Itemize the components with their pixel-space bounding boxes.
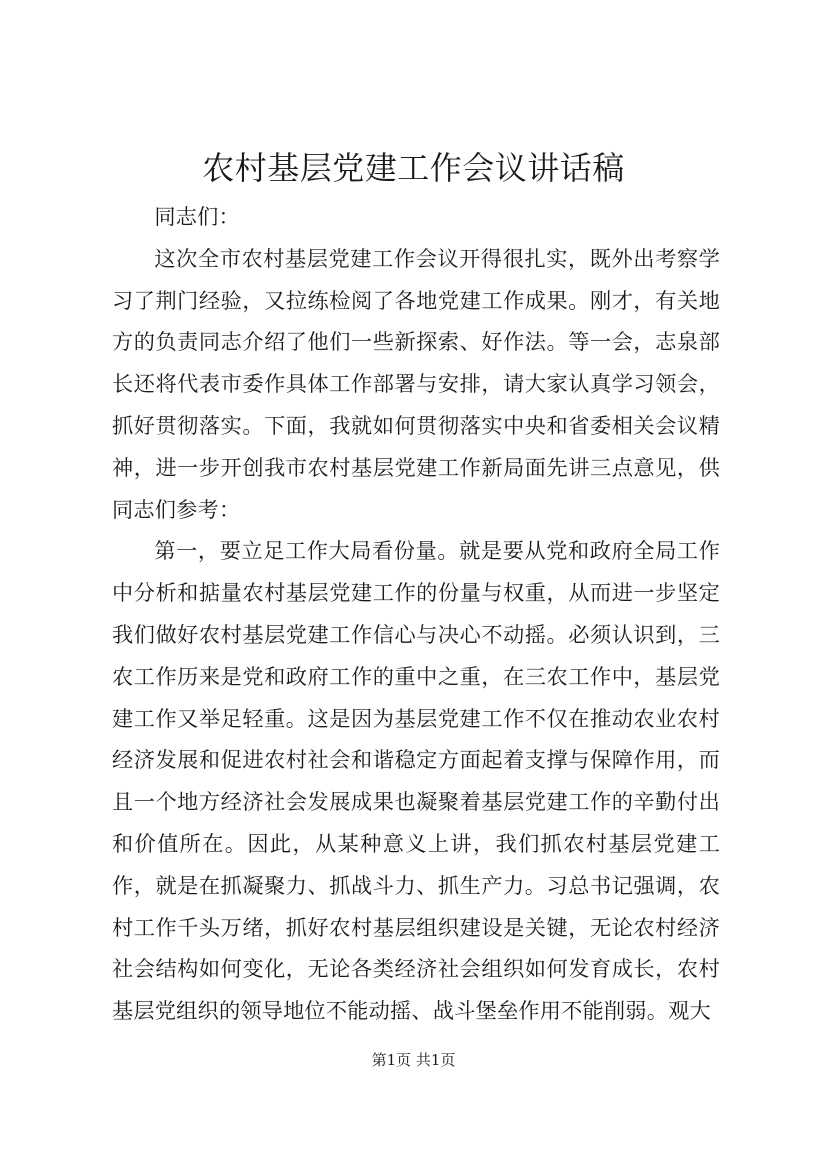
paragraph-intro: 这次全市农村基层党建工作会议开得很扎实，既外出考察学习了荆门经验，又拉练检阅了各地党建工作成果。刚才，有关地方的负责同志介绍了他们一些新探索、好作法。等一会，志泉部长还将代表市委作具体工作部署与安排，请大家认真学习领会，抓好贯彻落实。下面，我就如何贯彻落实中央和省委相关会议精神，进一步开创我市农村基层党建工作新局面先讲三点意见，供同志们参考： [112, 245, 720, 522]
document-title: 农村基层党建工作会议讲话稿 [202, 149, 625, 187]
page-footer: 第1页 共1页 [371, 1051, 456, 1069]
salutation: 同志们： [154, 204, 240, 229]
document-body [112, 196, 720, 1032]
paragraph-first-point: 第一，要立足工作大局看份量。就是要从党和政府全局工作中分析和掂量农村基层党建工作的份量与权重，从而进一步坚定我们做好农村基层党建工作信心与决心不动摇。必须认识到，三农工作历来是党和政府工作的重中之重，在三农工作中，基层党建工作又举足轻重。这是因为基层党建工作不仅在推动农业农村经济发展和促进农村社会和谐稳定方面起着支撑与保障作用，而且一个地方经济社会发展成果也凝聚着基层党建工作的辛勤付出和价值所在。因此，从某种意义上讲，我们抓农村基层党建工作，就是在抓凝聚力、抓战斗力、抓生产力。习总书记强调，农村工作千头万绪，抓好农村基层组织建设是关键，无论农村经济社会结构如何变化，无论各类经济社会组织如何发育成长，农村基层党组织的领导地位不能动摇、战斗堡垒作用不能削弱。观大 [112, 538, 720, 1024]
